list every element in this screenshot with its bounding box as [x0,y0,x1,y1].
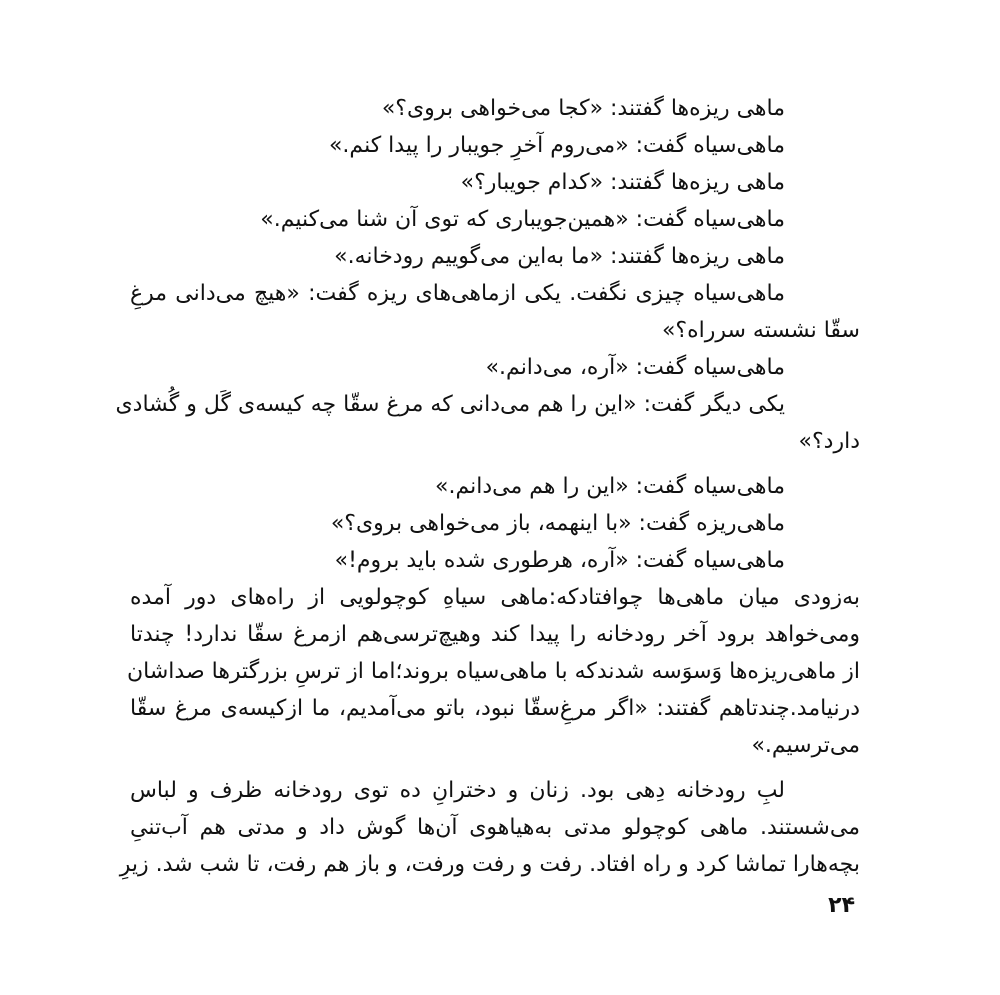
text-line: ومی‌خواهد برود آخر رودخانه را پیدا کند وهیچ‌ترسی‌هم ازمرغ سقّا ندارد! چندتا [130,622,860,647]
text-line: از ماهی‌ریزه‌ها وَسوَسه شدندکه با ماهی‌سیاه بروند؛اما از ترسِ بزرگترها صداشان [126,659,860,684]
text-line: ماهی‌سیاه گفت: «می‌روم آخرِ جویبار را پیدا کنم.» [328,133,785,158]
text-line: ماهی‌سیاه گفت: «آره، هرطوری شده باید بروم!» [334,548,785,573]
text-line: دارد؟» [798,429,860,454]
text-line: بچه‌هارا تماشا کرد و راه افتاد. رفت و رفت ورفت، و باز هم رفت، تا شب شد. زیرِ [119,852,860,877]
text-line: درنیامد.چندتاهم گفتند: «اگر مرغِ‌سقّا نبود، باتو می‌آمدیم، ما ازکیسه‌ی مرغ سقّا [130,696,860,721]
text-line: می‌ترسیم.» [751,733,860,758]
text-line: ماهی ریزه‌ها گفتند: «ما به‌این می‌گوییم رودخانه.» [334,244,785,269]
text-line: لبِ رودخانه دِهی بود. زنان و دخترانِ ده توی رودخانه ظرف و لباس [130,778,785,803]
page-number: ۲۴ [828,893,855,918]
text-line: ماهی‌سیاه گفت: «آره، می‌دانم.» [485,355,785,380]
text-line: ماهی ریزه‌ها گفتند: «کدام جویبار؟» [460,170,785,195]
text-line: سقّا نشسته سرراه؟» [661,318,860,343]
text-line: ماهی ریزه‌ها گفتند: «کجا می‌خواهی بروی؟» [381,96,785,121]
text-line: می‌شستند. ماهی کوچولو مدتی به‌هیاهوی آن‌ها گوش داد و مدتی هم آب‌تنیِ [130,815,860,840]
text-line: ماهی‌سیاه گفت: «این را هم می‌دانم.» [435,474,785,499]
text-line: ماهی‌سیاه گفت: «همین‌جویباری که توی آن شنا می‌کنیم.» [260,207,785,232]
text-line: به‌زودی میان ماهی‌ها چوافتادکه:ماهی سیاهِ کوچولویی از راه‌های دور آمده [130,585,860,610]
story-page [115,90,860,883]
text-line: ماهی‌ریزه گفت: «با اینهمه، باز می‌خواهی بروی؟» [330,511,785,536]
text-line: یکی دیگر گفت: «این را هم می‌دانی که مرغ سقّا چه کیسه‌ی گَل و گُشادی [115,392,785,417]
text-line: ماهی‌سیاه چیزی نگفت. یکی ازماهی‌های ریزه گفت: «هیچ می‌دانی مرغِ [130,281,785,306]
